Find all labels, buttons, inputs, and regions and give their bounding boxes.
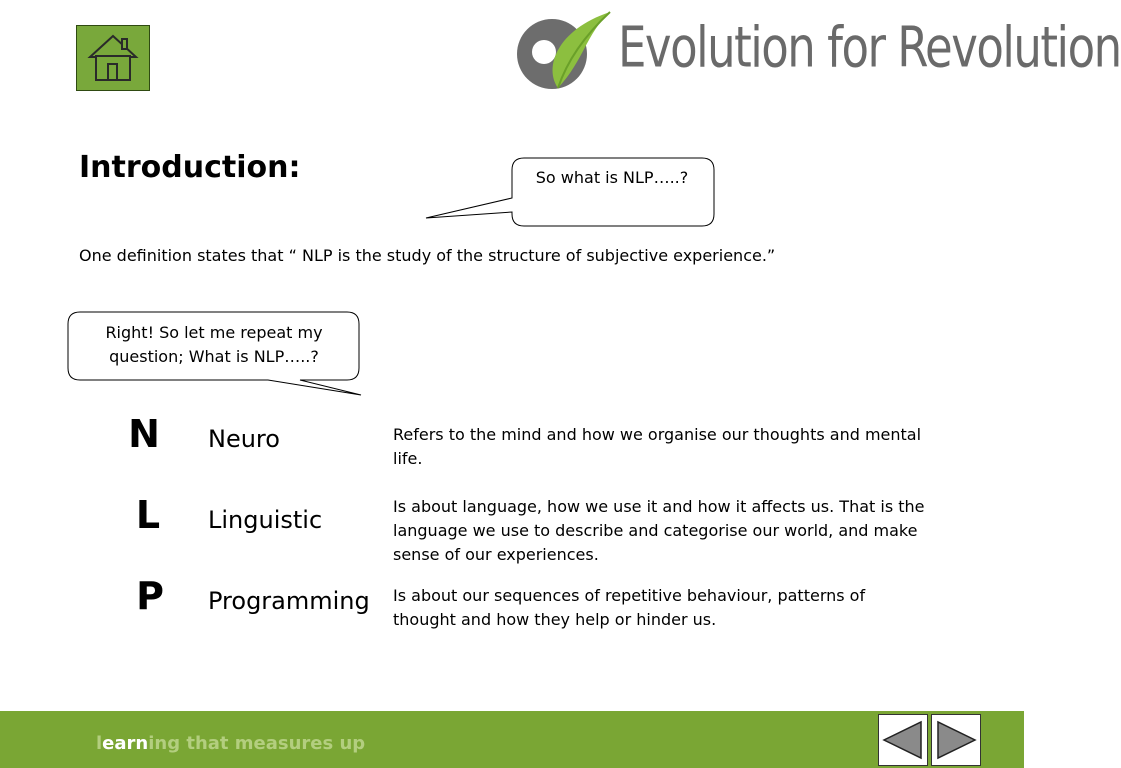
- speech-bubble-1-text: So what is NLP…..?: [535, 168, 689, 187]
- triangle-right-icon: [934, 718, 978, 762]
- footer-tagline: [96, 733, 365, 754]
- term-description-neuro: Refers to the mind and how we organise our thoughts and mental life.: [393, 425, 922, 468]
- tagline-highlight: earn: [102, 733, 149, 754]
- nlp-definition: One definition states that “ NLP is the study of the structure of subjective experience.”: [79, 246, 776, 265]
- term-word-programming: Programming: [208, 587, 370, 615]
- tagline-suffix: ing that measures up: [148, 733, 366, 754]
- speech-bubble-2-text: Right! So let me repeat my question; What is NLP…..?: [105, 323, 323, 366]
- triangle-left-icon: [881, 718, 925, 762]
- slide-title: Introduction:: [79, 150, 301, 185]
- term-word-linguistic: Linguistic: [208, 506, 323, 534]
- term-word-neuro: Neuro: [208, 425, 280, 453]
- next-slide-button[interactable]: [931, 714, 981, 766]
- term-letter-n: N: [128, 412, 160, 456]
- logo-text: Evolution for Revolution: [618, 14, 1121, 81]
- term-letter-p: P: [136, 574, 164, 618]
- term-letter-l: L: [135, 493, 161, 537]
- previous-slide-button[interactable]: [878, 714, 928, 766]
- term-description-linguistic: Is about language, how we use it and how it affects us. That is the language we use to describe and categorise our world, and make sense of our experiences.: [393, 497, 925, 564]
- footer-bar: [0, 711, 1024, 768]
- term-description-programming: Is about our sequences of repetitive behaviour, patterns of thought and how they help or hinder us.: [393, 586, 866, 629]
- tagline-prefix: l: [96, 733, 103, 754]
